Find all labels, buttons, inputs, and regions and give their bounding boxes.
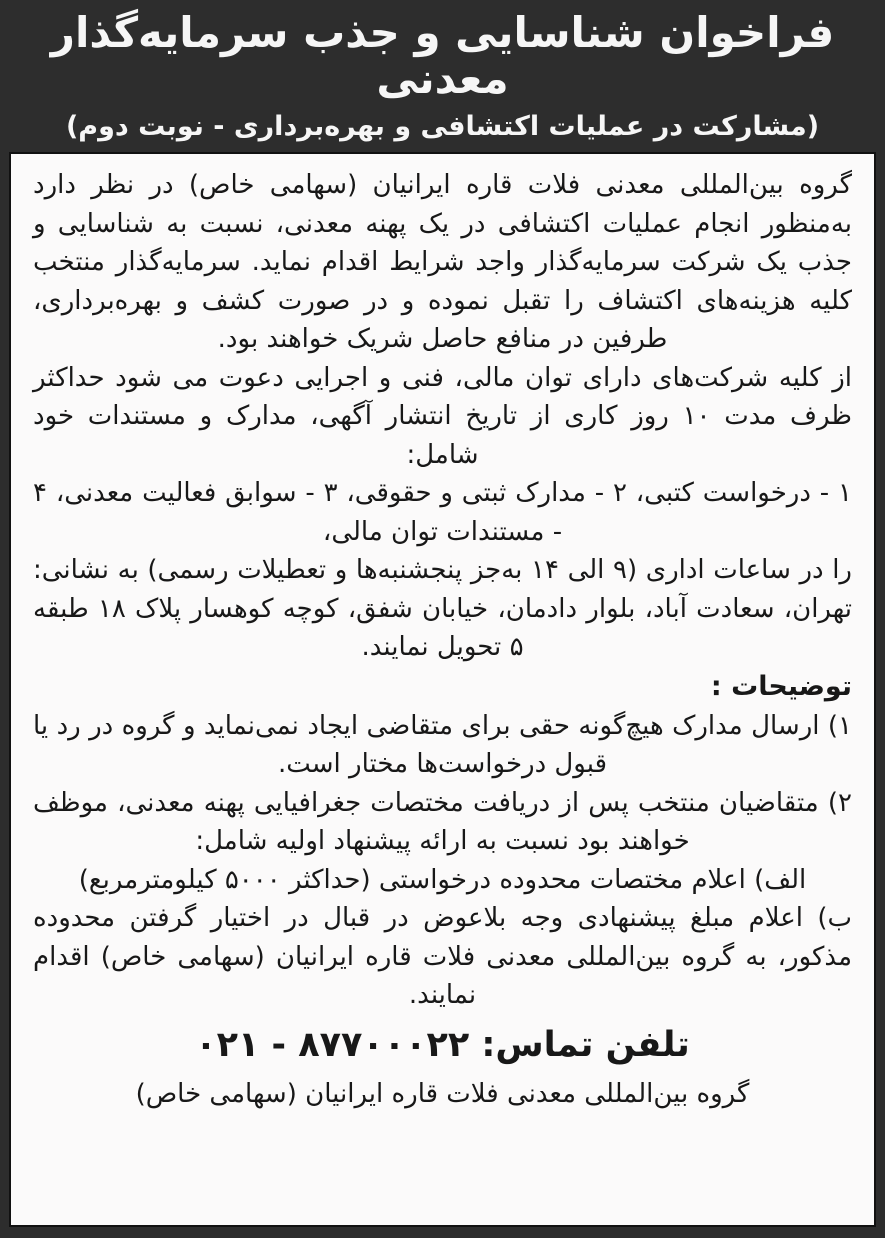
ad-subtitle: (مشارکت در عملیات اکتشافی و بهره‌برداری - نوبت دوم) xyxy=(65,111,820,143)
phone-label: تلفن تماس: xyxy=(481,1024,690,1065)
intro-paragraph: گروه بین‌المللی معدنی فلات قاره ایرانیان (سهامی خاص) در نظر دارد به‌منظور انجام عملیات اکتشافی در یک پهنه معدنی، نسبت به شناسایی و جذب یک شرکت سرمایه‌گذار واجد شرایط اقدام نماید. سرمایه‌گذار منتخب کلیه هزینه‌های اکتشاف را تقبل نموده و در صورت کشف و بهره‌برداری، طرفین در منافع حاصل شریک خواهند بود. xyxy=(33,170,852,354)
header-band xyxy=(0,0,885,152)
note-1: ۱) ارسال مدارک هیچ‌گونه حقی برای متقاضی ایجاد نمی‌نماید و گروه در رد یا قبول درخواست‌ها مختار است. xyxy=(33,710,852,779)
contact-phone-line xyxy=(33,1019,852,1071)
notes-heading: توضیحات : xyxy=(710,670,852,702)
note-2-item-a: الف) اعلام مختصات محدوده درخواستی (حداکثر ۵۰۰۰ کیلومترمربع) xyxy=(78,864,807,895)
company-signature: گروه بین‌المللی معدنی فلات قاره ایرانیان (سهامی خاص) xyxy=(135,1078,750,1109)
delivery-address-paragraph: را در ساعات اداری (۹ الی ۱۴ به‌جز پنجشنبه‌ها و تعطیلات رسمی) به نشانی: تهران، سعادت آباد، بلوار دادمان، خیابان شفق، کوچه کوهسار پلاک ۱۸ طبقه ۵ تحویل نمایند. xyxy=(33,555,852,662)
ad-title: فراخوان شناسایی و جذب سرمایه‌گذار معدنی xyxy=(50,7,835,104)
phone-number: ۸۷۷۰۰۰۲۲ - ۰۲۱ xyxy=(195,1024,470,1065)
note-2-item-b: ب) اعلام مبلغ پیشنهادی وجه بلاعوض در قبال در اختیار گرفتن محدوده مذکور، به گروه بین‌المللی معدنی فلات قاره ایرانیان (سهامی خاص) اقدام نمایند. xyxy=(33,903,852,1010)
invitation-paragraph: از کلیه شرکت‌های دارای توان مالی، فنی و اجرایی دعوت می شود حداکثر ظرف مدت ۱۰ روز کاری از تاریخ انتشار آگهی، مدارک و مستندات خود شامل: xyxy=(33,362,852,470)
ad-body-sheet xyxy=(9,152,876,1227)
required-documents-list: ۱ - درخواست کتبی، ۲ - مدارک ثبتی و حقوقی، ۳ - سوابق فعالیت معدنی، ۴ - مستندات توان مالی، xyxy=(33,478,852,547)
note-2: ۲) متقاضیان منتخب پس از دریافت مختصات جغرافیایی پهنه معدنی، موظف خواهند بود نسبت به ارائه پیشنهاد اولیه شامل: xyxy=(33,787,852,856)
